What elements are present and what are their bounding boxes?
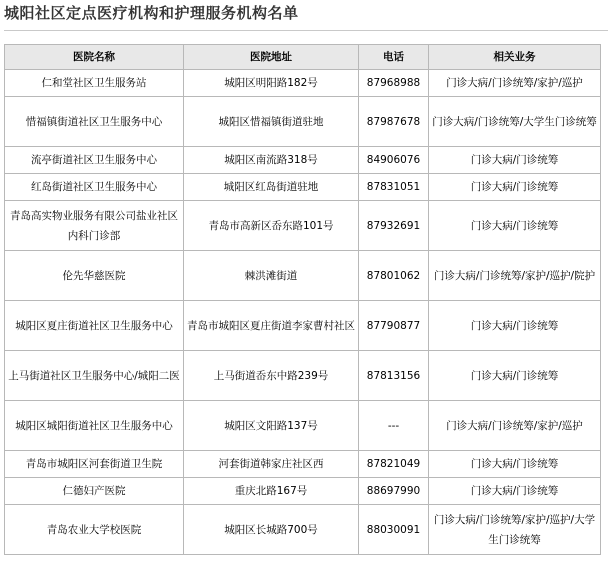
- table-row: [5, 97, 601, 147]
- cell-hospital-name: 流亭街道社区卫生服务中心: [5, 147, 184, 174]
- cell-services: 门诊大病/门诊统筹: [429, 301, 601, 351]
- cell-hospital-name: 红岛街道社区卫生服务中心: [5, 174, 184, 201]
- cell-services: 门诊大病/门诊统筹: [429, 351, 601, 401]
- header-services: 相关业务: [429, 45, 601, 70]
- cell-phone: 87821049: [359, 451, 429, 478]
- cell-phone: ---: [359, 401, 429, 451]
- table-row: [5, 451, 601, 478]
- cell-hospital-address: 城阳区长城路700号: [184, 505, 359, 555]
- cell-hospital-address: 城阳区明阳路182号: [184, 70, 359, 97]
- cell-hospital-name: 青岛市城阳区河套街道卫生院: [5, 451, 184, 478]
- cell-services: 门诊大病/门诊统筹/家护/巡护: [429, 70, 601, 97]
- cell-phone: 87801062: [359, 251, 429, 301]
- cell-phone: 87932691: [359, 201, 429, 251]
- cell-hospital-name: 城阳区夏庄街道社区卫生服务中心: [5, 301, 184, 351]
- cell-hospital-address: 城阳区南流路318号: [184, 147, 359, 174]
- cell-hospital-address: 河套街道韩家庄社区西: [184, 451, 359, 478]
- cell-phone: 88697990: [359, 478, 429, 505]
- cell-phone: 88030091: [359, 505, 429, 555]
- cell-services: 门诊大病/门诊统筹: [429, 174, 601, 201]
- cell-hospital-name: 城阳区城阳街道社区卫生服务中心: [5, 401, 184, 451]
- header-hospital-name: 医院名称: [5, 45, 184, 70]
- cell-phone: 87790877: [359, 301, 429, 351]
- table-row: [5, 174, 601, 201]
- table-row: [5, 147, 601, 174]
- cell-hospital-address: 棘洪滩街道: [184, 251, 359, 301]
- cell-hospital-address: 上马街道岙东中路239号: [184, 351, 359, 401]
- cell-phone: 87987678: [359, 97, 429, 147]
- cell-services: 门诊大病/门诊统筹/大学生门诊统筹: [429, 97, 601, 147]
- table-row: [5, 401, 601, 451]
- table-body: [5, 70, 601, 555]
- cell-services: 门诊大病/门诊统筹: [429, 451, 601, 478]
- cell-services: 门诊大病/门诊统筹: [429, 147, 601, 174]
- cell-hospital-name: 仁和堂社区卫生服务站: [5, 70, 184, 97]
- cell-hospital-address: 青岛市城阳区夏庄街道李家曹村社区: [184, 301, 359, 351]
- table-row: [5, 70, 601, 97]
- cell-hospital-address: 青岛市高新区岙东路101号: [184, 201, 359, 251]
- cell-hospital-name: 惜福镇街道社区卫生服务中心: [5, 97, 184, 147]
- cell-services: 门诊大病/门诊统筹/家护/巡护/院护: [429, 251, 601, 301]
- cell-services: 门诊大病/门诊统筹: [429, 478, 601, 505]
- table-row: [5, 351, 601, 401]
- cell-hospital-address: 城阳区红岛街道驻地: [184, 174, 359, 201]
- cell-phone: 87813156: [359, 351, 429, 401]
- cell-services: 门诊大病/门诊统筹/家护/巡护: [429, 401, 601, 451]
- cell-phone: 87968988: [359, 70, 429, 97]
- title-divider: [4, 30, 608, 31]
- table-header-row: [5, 45, 601, 70]
- cell-hospital-address: 城阳区文阳路137号: [184, 401, 359, 451]
- table-row: [5, 478, 601, 505]
- table-row: [5, 301, 601, 351]
- cell-phone: 87831051: [359, 174, 429, 201]
- cell-hospital-address: 重庆北路167号: [184, 478, 359, 505]
- cell-hospital-name: 上马街道社区卫生服务中心/城阳二医: [5, 351, 184, 401]
- table-row: [5, 201, 601, 251]
- cell-hospital-name: 青岛高实物业服务有限公司盐业社区内科门诊部: [5, 201, 184, 251]
- page-title: 城阳社区定点医疗机构和护理服务机构名单: [4, 4, 299, 22]
- header-phone: 电话: [359, 45, 429, 70]
- cell-hospital-address: 城阳区惜福镇街道驻地: [184, 97, 359, 147]
- cell-hospital-name: 仁德妇产医院: [5, 478, 184, 505]
- cell-services: 门诊大病/门诊统筹/家护/巡护/大学生门诊统筹: [429, 505, 601, 555]
- table-row: [5, 251, 601, 301]
- cell-hospital-name: 伦先华慈医院: [5, 251, 184, 301]
- table-row: [5, 505, 601, 555]
- header-hospital-address: 医院地址: [184, 45, 359, 70]
- institution-table: [4, 44, 601, 555]
- cell-hospital-name: 青岛农业大学校医院: [5, 505, 184, 555]
- cell-phone: 84906076: [359, 147, 429, 174]
- cell-services: 门诊大病/门诊统筹: [429, 201, 601, 251]
